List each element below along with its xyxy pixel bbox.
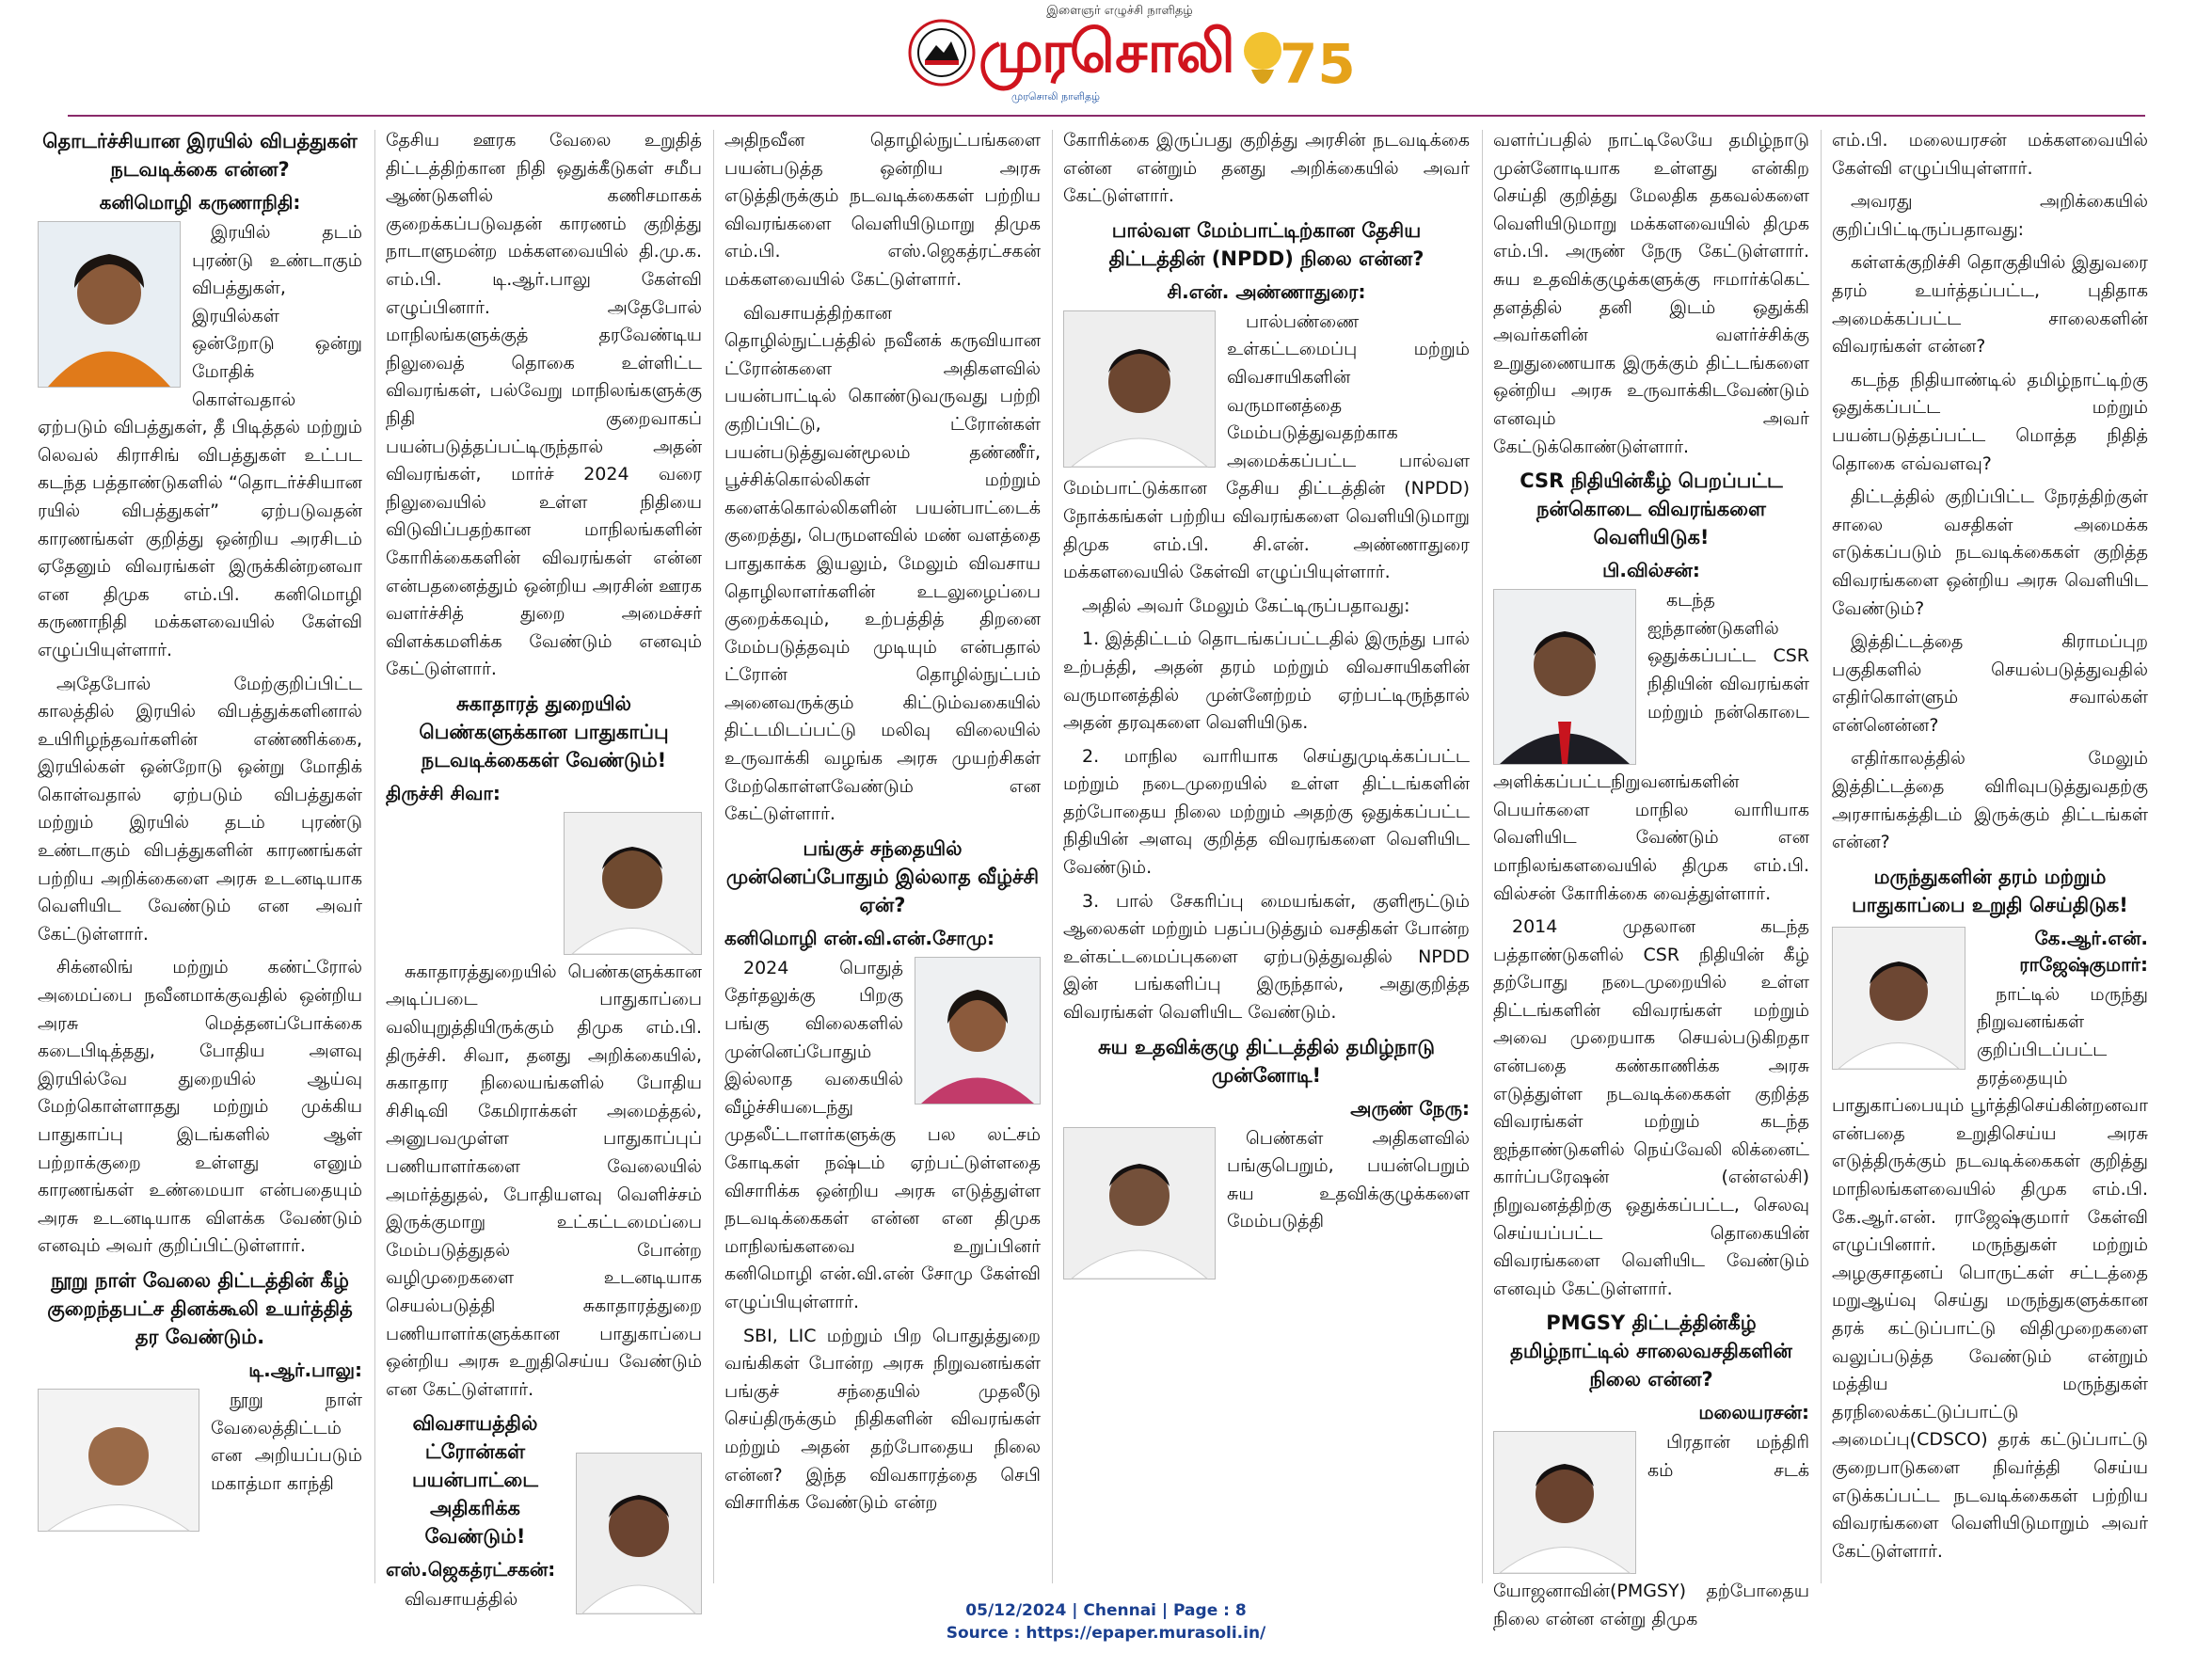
article-paragraph: தேசிய ஊரக வேலை உறுதித் திட்டத்திற்கான நிதி ஒதுக்கீடுகள் சமீப ஆண்டுகளில் கணிசமாகக் குறைக்கப்படுவதன் காரணம் குறித்து நாடாளுமன்ற மக்களவையில் தி.மு.க. எம்.பி. டி.ஆர்.பாலு கேள்வி எழுப்பினார். அதேபோல் மாநிலங்களுக்குத் தரவேண்டிய நிலுவைத் தொகை உள்ளிட்ட விவரங்கள், பல்வேறு மாநிலங்களுக்கு நிதி குறைவாகப் பயன்படுத்தப்பட்டிருந்தால் அதன் விவரங்கள், மார்ச் 2024 வரை நிலுவையில் உள்ள நிதியை விடுவிப்பதற்கான மாநிலங்களின் கோரிக்கைகளின் விவரங்கள் என்ன என்பதனைத்தும் ஒன்றிய அரசின் ஊரக வளர்ச்சித் துறை அமைச்சர் விளக்கமளிக்க வேண்டும் எனவும் கேட்டுள்ளார். <box>386 130 702 680</box>
article-paragraph: விவசாயத்திற்கான தொழில்நுட்பத்தில் நவீனக் கருவியான ட்ரோன்களை அதிகளவில் பயன்பாட்டில் கொண்டுவருவது பற்றி குறிப்பிட்டு, ட்ரோன்கள் பயன்படுத்துவன்மூலம் தண்ணீர், பூச்சிக்கொல்லிகள் மற்றும் களைக்கொல்லிகளின் பயன்பாட்டைக் குறைத்து, பெருமளவில் மண் வளத்தை பாதுகாக்க இயலும், மேலும் விவசாய தொழிலாளர்களின் உடலுழைப்பை குறைக்கவும், உற்பத்தித் திறனை மேம்படுத்தவும் முடியும் என்பதால் ட்ரோன் தொழில்நுட்பம் அனைவருக்கும் கிட்டும்வகையில் திட்டமிடப்பட்டு மலிவு விலையில் உருவாக்கி வழங்க அரசு முயற்சிகள் மேற்கொள்ளவேண்டும் என கேட்டுள்ளார். <box>724 302 1041 825</box>
masthead-logo-group <box>899 4 1356 109</box>
article-paragraph: பெண்கள் அதிகளவில் பங்குபெறும், பயன்பெறும் சுய உதவிக்குழுக்களை மேம்படுத்தி <box>1227 1127 1470 1232</box>
article-headline: சுய உதவிக்குழு திட்டத்தில் தமிழ்நாடு முன்னோடி! <box>1097 1035 1436 1087</box>
article-paragraph: எம்.பி. மலையரசன் மக்களவையில் கேள்வி எழுப்பியுள்ளார். <box>1832 130 2148 179</box>
column-2 <box>386 127 702 1611</box>
article-byline: சி.என். அண்ணாதுரை: <box>1167 279 1366 303</box>
article-headline: சுகாதாரத் துறையில் பெண்களுக்கான பாதுகாப்பு நடவடிக்கைகள் வேண்டும்! <box>419 691 669 771</box>
article-paragraph: விவசாயத்தில் <box>405 1589 518 1611</box>
masthead-subtitle: முரசொலி நாளிதழ் <box>1011 90 1100 103</box>
article-paragraph: இரயில் தடம் புரண்டு உண்டாகும் விபத்துகள், இரயில்கள் ஒன்றோடு ஒன்று மோதிக் கொள்வதால் ஏற்படும் விபத்துகள், தீ பிடித்தல் மற்றும் லெவல் கிராசிங் விபத்துகள் உட்பட கடந்த பத்தாண்டுகளில் “தொடர்ச்சியான ரயில் விபத்துகள்” ஏற்படுவதன் காரணங்கள் குறித்து ஒன்றிய அரசிடம் ஏதேனும் விவரங்கள் இருக்கின்றனவா என திமுக எம்.பி. கனிமொழி கருணாநிதி மக்களவையில் கேள்வி எழுப்பியுள்ளார். <box>38 222 362 660</box>
article-byline: பி.வில்சன்: <box>1602 559 1700 582</box>
article-paragraph: அதிநவீன தொழில்நுட்பங்களை பயன்படுத்த ஒன்றிய அரசு எடுத்திருக்கும் நடவடிக்கைகள் பற்றிய விவரங்களை வெளியிடுமாறு திமுக எம்.பி. எஸ்.ஜெகத்ரட்சகன் மக்களவையில் கேட்டுள்ளார். <box>724 130 1041 290</box>
article-headline: பங்குச் சந்தையில் முன்னெப்போதும் இல்லாத வீழ்ச்சி ஏன்? <box>725 836 1040 916</box>
article-byline: எஸ்.ஜெகத்ரட்சகன்: <box>386 1558 556 1581</box>
kanimozhi-nvn-somu-portrait <box>915 957 1041 1105</box>
tr-baalu-portrait <box>38 1389 199 1532</box>
article-byline: திருச்சி சிவா: <box>386 781 501 804</box>
krn-rajeshkumar-portrait <box>1832 927 1965 1070</box>
article-paragraph: 2014 முதலான கடந்த பத்தாண்டுகளில் CSR நிதியின் கீழ் தற்போது நடைமுறையில் உள்ள திட்டங்களின் விவரங்கள் மற்றும் அவை முறையாக செயல்படுகிறதா என்பதை கண்காணிக்க அரசு எடுத்துள்ள நடவடிக்கைகள் குறித்த விவரங்கள் மற்றும் கடந்த ஐந்தாண்டுகளில் நெய்வேலி லிக்னைட் கார்ப்பரேஷன் (என்எல்சி) நிறுவனத்திற்கு ஒதுக்கப்பட்ட, செலவு செய்யப்பட்ட தொகையின் விவரங்களை வெளியிட வேண்டும் எனவும் கேட்டுள்ளார். <box>1493 916 1809 1299</box>
article-paragraph: கடந்த ஐந்தாண்டுகளில் ஒதுக்கப்பட்ட CSR நிதியின் விவரங்கள் மற்றும் நன்கொடை அளிக்கப்பட்டநிறுவனங்களின் பெயர்களை மாநில வாரியாக வெளியிட வேண்டும் என மாநிலங்களவையில் திமுக எம்.பி. வில்சன் கோரிக்கை வைத்துள்ளார். <box>1493 590 1809 904</box>
article-paragraph: அவரது அறிக்கையில் குறிப்பிட்டிருப்பதாவது: <box>1832 191 2148 240</box>
article-headline: மருந்துகளின் தரம் மற்றும் பாதுகாப்பை உறுதி செய்திடுக! <box>1852 865 2128 916</box>
column-5 <box>1493 127 1809 1629</box>
article-paragraph: 3. பால் சேகரிப்பு மையங்கள், குளிரூட்டும் ஆலைகள் மற்றும் பதப்படுத்தும் வசதிகள் போன்ற உள்கட்டமைப்புகளை ஏற்படுத்துவதில் NPDD இன் பங்களிப்பு இருந்தால், அதுகுறித்த விவரங்கள் வெளியிட வேண்டும். <box>1063 890 1470 1024</box>
article-paragraph: அதில் அவர் மேலும் கேட்டிருப்பதாவது: <box>1082 595 1410 616</box>
article-byline: அருண் நேரு: <box>1350 1096 1470 1120</box>
article-paragraph: 1. இத்திட்டம் தொடங்கப்பட்டதில் இருந்து பால் உற்பத்தி, அதன் தரம் மற்றும் விவசாயிகளின் வருமானத்தில் முன்னேற்றம் ஏற்பட்டிருந்தால் அதன் தரவுகளை வெளியிடுக. <box>1063 628 1470 734</box>
article-paragraph: பால்பண்ணை உள்கட்டமைப்பு மற்றும் விவசாயிகளின் வருமானத்தை மேம்படுத்துவதற்காக அமைக்கப்பட்ட பால்வள மேம்பாட்டுக்கான தேசிய திட்டத்தின் (NPDD) நோக்கங்கள் பற்றிய விவரங்களை வெளியிடுமாறு திமுக எம்.பி. சி.என். அண்ணாதுரை மக்களவையில் கேள்வி எழுப்பியுள்ளார். <box>1063 310 1470 583</box>
article-paragraph: SBI, LIC மற்றும் பிற பொதுத்துறை வங்கிகள் போன்ற அரசு நிறுவனங்கள் பங்குச் சந்தையில் முதலீடு செய்திருக்கும் நிதிகளின் விவரங்கள் மற்றும் அதன் தற்போதைய நிலை என்ன? இந்த விவகாரத்தை செபி விசாரிக்க வேண்டும் என்ற <box>724 1325 1041 1514</box>
cn-annadurai-portrait <box>1063 310 1216 468</box>
article-paragraph: கோரிக்கை இருப்பது குறித்து அரசின் நடவடிக்கை என்ன என்றும் தனது அறிக்கையில் அவர் கேட்டுள்ளார். <box>1063 130 1470 207</box>
article-paragraph: கடந்த நிதியாண்டில் தமிழ்நாட்டிற்கு ஒதுக்கப்பட்ட மற்றும் பயன்படுத்தப்பட்ட மொத்த நிதித் தொகை எவ்வளவு? <box>1832 369 2148 474</box>
article-paragraph: எதிர்காலத்தில் மேலும் இத்திட்டத்தை விரிவுபடுத்துவதற்கு அரசாங்கத்திடம் இருக்கும் திட்டங்கள் என்ன? <box>1832 748 2148 853</box>
masthead <box>0 0 2212 113</box>
article-paragraph: நூறு நாள் வேலைத்திட்டம் என அறியப்படும் மகாத்மா காந்தி <box>211 1389 362 1494</box>
article-paragraph: கள்ளக்குறிச்சி தொகுதியில் இதுவரை தரம் உயர்த்தப்பட்ட, புதிதாக அமைக்கப்பட்ட சாலைகளின் விவரங்கள் என்ன? <box>1832 252 2148 358</box>
column-6 <box>1832 127 2148 1590</box>
column-4 <box>1063 127 1470 1590</box>
column-3 <box>724 127 1041 1590</box>
malaiyarasan-portrait <box>1493 1431 1636 1574</box>
article-paragraph: திட்டத்தில் குறிப்பிட்ட நேரத்திற்குள் சாலை வசதிகள் அமைக்க எடுக்கப்படும் நடவடிக்கைகள் குறித்த விவரங்களை ஒன்றிய அரசு வெளியிட வேண்டும்? <box>1832 486 2148 619</box>
footer-dateline: 05/12/2024 | Chennai | Page : 8 <box>965 1601 1247 1620</box>
article-byline: கே.ஆர்.என். ராஜேஷ்குமார்: <box>2019 926 2148 976</box>
article-headline: தொடர்ச்சியான இரயில் விபத்துகள் நடவடிக்கை என்ன? <box>42 130 358 181</box>
article-byline: டி.ஆர்.பாலு: <box>248 1358 362 1381</box>
article-paragraph: நாட்டில் மருந்து நிறுவனங்கள் குறிப்பிடப்பட்ட தரத்தையும் பாதுகாப்பையும் பூர்த்திசெய்கின்றனவா என்பதை உறுதிசெய்ய அரசு எடுத்திருக்கும் நடவடிக்கைகள் குறித்து மாநிலங்களவையில் திமுக எம்.பி. கே.ஆர்.என். ராஜேஷ்குமார் கேள்வி எழுப்பினார். மருந்துகள் மற்றும் அழகுசாதனப் பொருட்கள் சட்டத்தை மறுஆய்வு செய்து மருந்துகளுக்கான தரக் கட்டுப்பாட்டு விதிமுறைகளை வலுப்படுத்த வேண்டும் என்றும் மத்திய மருந்துகள் தரநிலைக்கட்டுப்பாட்டு அமைப்பு(CDSCO) தரக் கட்டுப்பாட்டு குறைபாடுகளை நிவர்த்தி செய்ய எடுக்கப்பட்ட நடவடிக்கைகள் பற்றிய விவரங்களை வெளியிடுமாறும் அவர் கேட்டுள்ளார். <box>1832 983 2148 1562</box>
article-headline: நூறு நாள் வேலை திட்டத்தின் கீழ் குறைந்தபட்ச தினக்கூலி உயர்த்தித் தர வேண்டும். <box>47 1268 353 1348</box>
arun-nehru-portrait <box>1063 1127 1216 1279</box>
column-divider <box>374 130 375 1583</box>
p-wilson-portrait <box>1493 589 1636 765</box>
column-divider <box>1482 130 1483 1583</box>
anniversary-emblem-icon <box>1233 13 1356 107</box>
article-headline: CSR நிதியின்கீழ் பெறப்பட்ட நன்கொடை விவரங்களை வெளியிடுக! <box>1520 469 1783 549</box>
page-footer <box>0 1599 2212 1645</box>
column-1 <box>38 127 362 1590</box>
article-paragraph: வளர்ப்பதில் நாட்டிலேயே தமிழ்நாடு முன்னோடியாக உள்ளது என்கிற செய்தி குறித்து மேலதிக தகவல்களை வெளியிடுமாறு மக்களவையில் திமுக எம்.பி. அருண் நேரு கேட்டுள்ளார். சுய உதவிக்குழுக்களுக்கு ஈமார்க்கெட் தளத்தில் தனி இடம் ஒதுக்கி அவர்களின் வளர்ச்சிக்கு உறுதுணையாக இருக்கும் திட்டங்களை ஒன்றிய அரசு உருவாக்கிடவேண்டும் எனவும் அவர் கேட்டுக்கொண்டுள்ளார். <box>1493 130 1809 457</box>
column-divider <box>1052 130 1053 1583</box>
article-byline: மலையரசன்: <box>1698 1401 1809 1424</box>
article-paragraph: 2. மாநில வாரியாக செய்துமுடிக்கப்பட்ட மற்றும் நடைமுறையில் உள்ள திட்டங்களின் தற்போதைய நிலை மற்றும் அதற்கு ஒதுக்கப்பட்ட நிதியின் அளவு குறித்த விவரங்களை வெளியிட வேண்டும். <box>1063 745 1470 879</box>
jagathrakshakan-portrait <box>576 1453 702 1614</box>
article-paragraph: பிரதான் மந்திரி கம் சடக் யோஜனாவின்(PMGSY) தற்போதைய நிலை என்ன என்று திமுக <box>1493 1432 1809 1629</box>
article-headline: பால்வள மேம்பாட்டிற்கான தேசிய திட்டத்தின் (NPDD) நிலை என்ன? <box>1108 218 1424 270</box>
party-seal-icon <box>908 19 976 87</box>
article-byline: கனிமொழி என்.வி.என்.சோமு: <box>724 926 995 949</box>
article-byline: கனிமொழி கருணாநிதி: <box>99 191 301 214</box>
column-divider <box>713 130 714 1583</box>
article-paragraph: 2024 பொதுத் தேர்தலுக்கு பிறகு பங்கு விலைகளில் முன்னெப்போதும் இல்லாத வகையில் வீழ்ச்சியடைந்து முதலீட்டாளர்களுக்கு பல லட்சம் கோடிகள் நஷ்டம் ஏற்பட்டுள்ளதை விசாரிக்க ஒன்றிய அரசு எடுத்துள்ள நடவடிக்கைகள் என்ன என திமுக மாநிலங்களவை உறுப்பினர் கனிமொழி என்.வி.என் சோமு கேள்வி எழுப்பியுள்ளார். <box>724 957 1041 1312</box>
article-headline: PMGSY திட்டத்தின்கீழ் தமிழ்நாட்டில் சாலைவசதிகளின் நிலை என்ன? <box>1510 1311 1792 1391</box>
article-headline: விவசாயத்தில் ட்ரோன்கள் பயன்பாட்டை அதிகரிக்க வேண்டும்! <box>412 1412 538 1549</box>
article-paragraph: அதேபோல் மேற்குறிப்பிட்ட காலத்தில் இரயில் விபத்துக்களினால் உயிரிழந்தவர்களின் எண்ணிக்கை, இரயில்கள் ஒன்றோடு ஒன்று மோதிக் கொள்வதால் ஏற்படும் விபத்துகள் மற்றும் இரயில் தடம் புரண்டு உண்டாகும் விபத்துகளின் காரணங்கள் பற்றிய அறிக்கைளை அரசு உடனடியாக வெளியிட வேண்டும் என அவர் கேட்டுள்ளார். <box>38 673 362 945</box>
masthead-rule <box>68 115 2145 117</box>
article-paragraph: சுகாதாரத்துறையில் பெண்களுக்கான அடிப்படை பாதுகாப்பை வலியுறுத்தியிருக்கும் திமுக எம்.பி. திருச்சி. சிவா, தனது அறிக்கையில், சுகாதார நிலையங்களில் போதிய சிசிடிவி கேமிராக்கள் அமைத்தல், அனுபவமுள்ள பாதுகாப்புப் பணியாளர்களை வேலையில் அமர்த்துதல், போதியளவு வெளிச்சம் இருக்குமாறு உட்கட்டமைப்பை மேம்படுத்துதல் போன்ற வழிமுறைகளை உடனடியாக செயல்படுத்தி சுகாதாரத்துறை பணியாளர்களுக்கான பாதுகாப்பை ஒன்றிய அரசு உறுதிசெய்ய வேண்டும் என கேட்டுள்ளார். <box>386 961 702 1400</box>
trichy-siva-portrait <box>564 812 702 955</box>
masthead-title: முரசொலி <box>979 17 1233 86</box>
kanimozhi-karunanidhi-portrait <box>38 221 181 388</box>
footer-source-link[interactable]: Source : https://epaper.murasoli.in/ <box>946 1624 1266 1643</box>
masthead-tagline: இளைஞர் எழுச்சி நாளிதழ் <box>1046 4 1193 18</box>
column-divider <box>1821 130 1822 1583</box>
article-paragraph: இத்திட்டத்தை கிராமப்புற பகுதிகளில் செயல்படுத்துவதில் எதிர்கொள்ளும் சவால்கள் என்னென்ன? <box>1832 631 2148 736</box>
article-paragraph: சிக்னலிங் மற்றும் கண்ட்ரோல் அமைப்பை நவீனமாக்குவதில் ஒன்றிய அரசு மெத்தனப்போக்கை கடைபிடித்தது, போதிய அளவு இரயில்வே துறையில் ஆய்வு மேற்கொள்ளாதது மற்றும் முக்கிய பாதுகாப்பு இடங்களில் ஆள் பற்றாக்குறை உள்ளது எனும் காரணங்கள் உண்மையா என்பதையும் அரசு உடனடியாக விளக்க வேண்டும் எனவும் அவர் குறிப்பிட்டுள்ளார். <box>38 957 362 1257</box>
anniversary-number: 75 <box>1280 32 1356 96</box>
